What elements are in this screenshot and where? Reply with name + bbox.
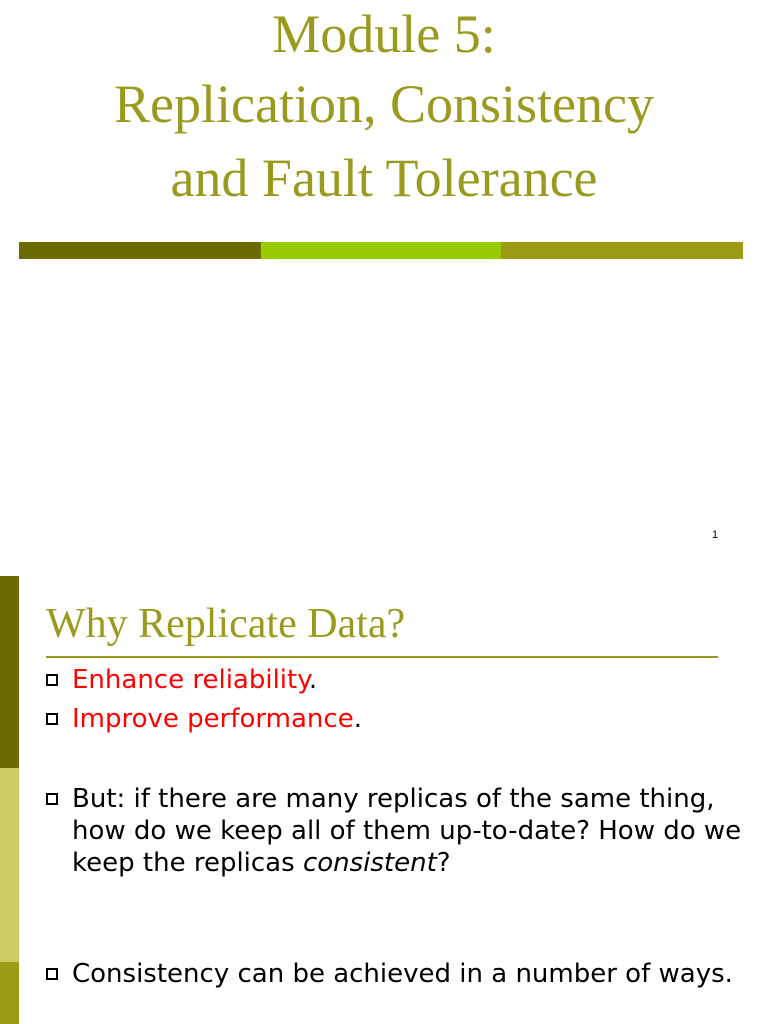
slide-divider (0, 552, 768, 576)
title-line-2: Replication, Consistency (114, 74, 654, 134)
accent-bar-segment-1 (19, 242, 261, 259)
accent-bar-segment-2 (261, 242, 501, 259)
square-bullet-icon (46, 793, 58, 805)
sidebar-segment-1 (0, 576, 19, 768)
bullet-text: Consistency can be achieved in a number of ways. (72, 959, 733, 989)
slide-2 (0, 576, 768, 1024)
slide-title: Why Replicate Data? (46, 601, 406, 647)
bullet-text: But: if there are many replicas of the same thing, how do we keep all of them up-to-date? How do we keep the replicas (72, 784, 742, 878)
sidebar-segment-2 (0, 768, 19, 962)
bullet-punct: . (353, 704, 362, 734)
bullet-item (46, 664, 746, 696)
accent-bar-segment-3 (501, 242, 743, 259)
bullet-tail: ? (436, 848, 451, 878)
bullet-punct: . (308, 665, 318, 695)
square-bullet-icon (46, 713, 58, 725)
bullet-highlight: Improve performance (72, 704, 354, 734)
sidebar-segment-3 (0, 962, 19, 1024)
bullet-item (46, 783, 746, 879)
bullet-item (46, 703, 746, 735)
page-number: 1 (712, 529, 719, 541)
title-line-3: and Fault Tolerance (170, 148, 598, 208)
square-bullet-icon (46, 674, 58, 686)
bullet-highlight: Enhance reliability (72, 665, 309, 695)
title-rule (46, 656, 718, 658)
bullet-emphasis: consistent (302, 848, 437, 878)
square-bullet-icon (46, 968, 58, 980)
bullet-item (46, 958, 746, 990)
title-line-1: Module 5: (272, 4, 496, 64)
